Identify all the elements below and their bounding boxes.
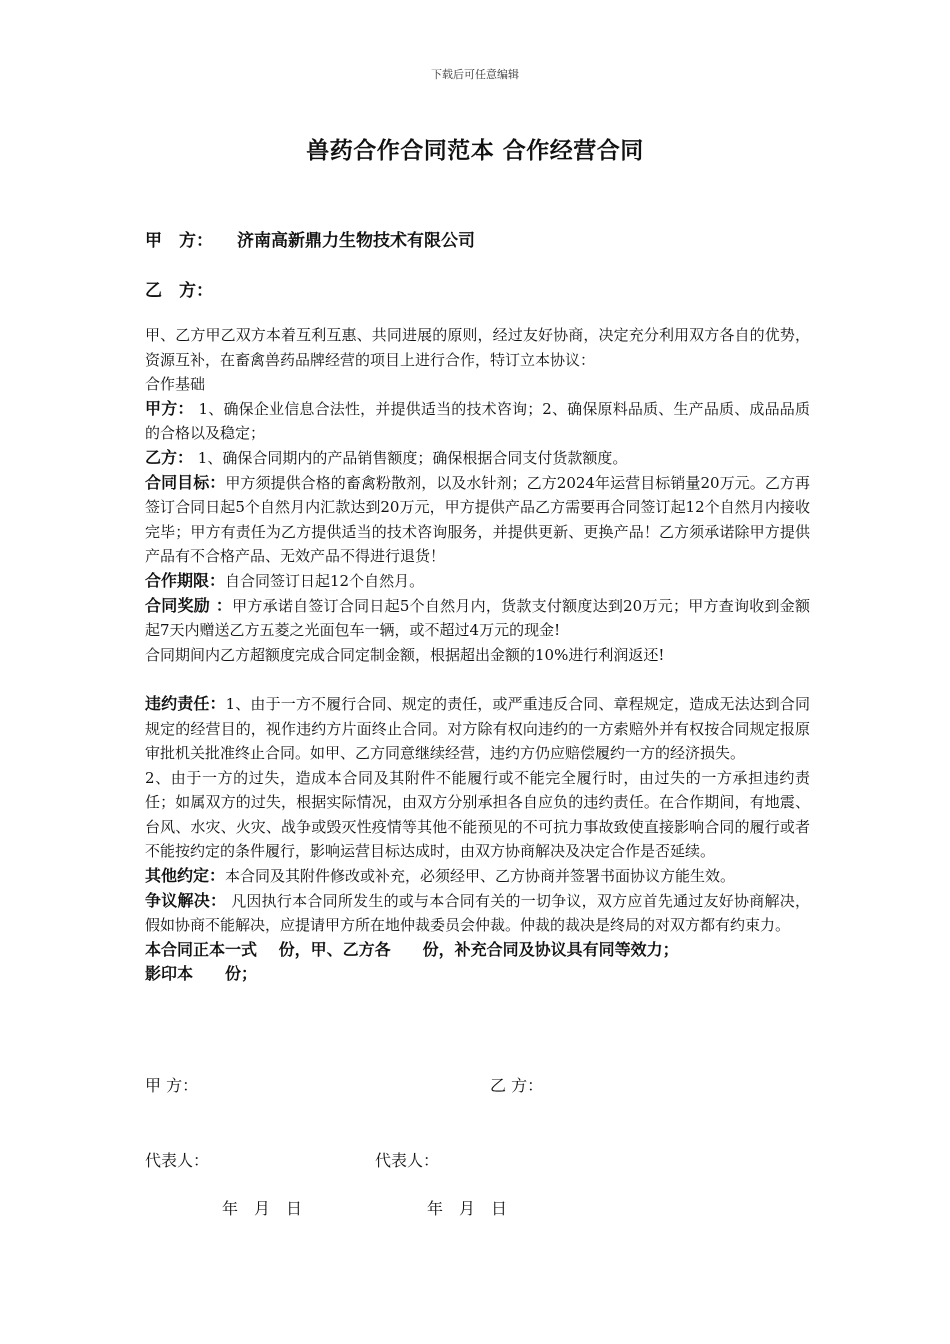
copies-line-1: 本合同正本一式 份，甲、乙方各 份，补充合同及协议具有同等效力；: [145, 939, 679, 959]
clause-text: 自合同签订日起12个自然月。: [225, 571, 425, 590]
clause-dispute: [145, 889, 810, 938]
signature-party-b: 乙 方：: [490, 1076, 544, 1095]
clause-other: [145, 864, 810, 889]
header-note: 下载后可任意编辑: [431, 68, 519, 81]
clause-breach: [145, 692, 810, 766]
representative-b: 代表人：: [375, 1151, 440, 1170]
clause-text: 1、由于一方不履行合同、规定的责任，或严重违反合同、章程规定，造成无法达到合同规定的经营目的，视作违约方片面终止合同。对方除有权向违约的一方索赔外并有权按合同规定报原审批机关批准终止合同。如甲、乙方同意继续经营，违约方仍应赔偿履约一方的经济损失。: [145, 694, 810, 763]
date-b: 年 月 日: [427, 1199, 508, 1218]
clause-text: 本合同及其附件修改或补充，必须经甲、乙方协商并签署书面协议方能生效。: [225, 867, 736, 886]
clause-text: 凡因执行本合同所发生的或与本合同有关的一切争议，双方应首先通过友好协商解决，假如协商不能解决，应提请甲方所在地仲裁委员会仲裁。仲裁的裁决是终局的对双方都有约束力。: [145, 891, 810, 935]
clause-label: 合作期限：: [145, 570, 226, 590]
clause-party-b: [145, 446, 810, 471]
clause-text: 1、确保合同期内的产品销售额度；确保根据合同支付货款额度。: [193, 448, 628, 467]
clause-text: 甲方须提供合格的畜禽粉散剂，以及水针剂；乙方2024年运营目标销量20万元。乙方再签订合同日起5个自然月内汇款达到20万元，甲方提供产品乙方需要再合同签订起12个自然月内接收完毕；甲方有责任为乙方提供适当的技术咨询服务，并提供更新、更换产品！乙方须承诺除甲方提供产品有不合格产品、无效产品不得进行退货！: [145, 473, 810, 566]
clause-label: 争议解决：: [145, 890, 227, 910]
party-a-label: 甲 方：: [145, 231, 213, 251]
clause-breach-2: 2、由于一方的过失，造成本合同及其附件不能履行或不能完全履行时，由过失的一方承担违约责任；如属双方的过失，根据实际情况，由双方分别承担各自应负的违约责任。在合作期间，有地震、台风、水灾、火灾、战争或毁灭性疫情等其他不能预见的不可抗力事故致使直接影响合同的履行或者不能按约定的条件履行，影响运营目标达成时，由双方协商解决及决定合作是否延续。: [145, 768, 810, 861]
clause-text: 甲方承诺自签订合同日起5个自然月内，货款支付额度达到20万元；甲方查询收到金额起7天内赠送乙方五菱之光面包车一辆，或不超过4万元的现金!: [145, 596, 810, 640]
document-title: 兽药合作合同范本 合作经营合同: [306, 138, 644, 164]
intro-paragraph: 甲、乙方甲乙双方本着互利互惠、共同进展的原则，经过友好协商，决定充分利用双方各自的优势，资源互补，在畜禽兽药品牌经营的项目上进行合作，特订立本协议：: [145, 326, 810, 369]
contract-body: [145, 323, 810, 987]
clause-label: 合同目标：: [145, 472, 226, 492]
clause-reward-extra: 合同期间内乙方超额度完成合同定制金额，根据超出金额的10%进行利润返还!: [145, 645, 665, 664]
party-a-name: 济南高新鼎力生物技术有限公司: [237, 231, 475, 251]
spacer: [145, 667, 810, 692]
clause-label: 乙方：: [145, 447, 194, 467]
copies-line-2: 影印本 份；: [145, 964, 258, 984]
basis-heading: 合作基础: [145, 375, 206, 394]
clause-party-a: [145, 397, 810, 446]
clause-term: [145, 569, 810, 594]
clause-label: 其他约定：: [145, 866, 226, 886]
party-b-label: 乙 方：: [145, 281, 213, 301]
representative-a: 代表人：: [145, 1151, 210, 1170]
date-a: 年 月 日: [222, 1199, 303, 1218]
party-b-line: [145, 276, 213, 301]
clause-text: 1、确保企业信息合法性，并提供适当的技术咨询；2、确保原料品质、生产品质、成品品质的合格以及稳定；: [145, 399, 810, 443]
clause-label: 违约责任：: [145, 693, 226, 713]
clause-goal: [145, 471, 810, 569]
signature-party-a: 甲 方：: [145, 1076, 199, 1095]
party-a-line: [145, 226, 475, 251]
clause-label: 合同奖励 ：: [145, 595, 233, 615]
clause-label: 甲方：: [145, 398, 194, 418]
clause-reward: [145, 594, 810, 643]
